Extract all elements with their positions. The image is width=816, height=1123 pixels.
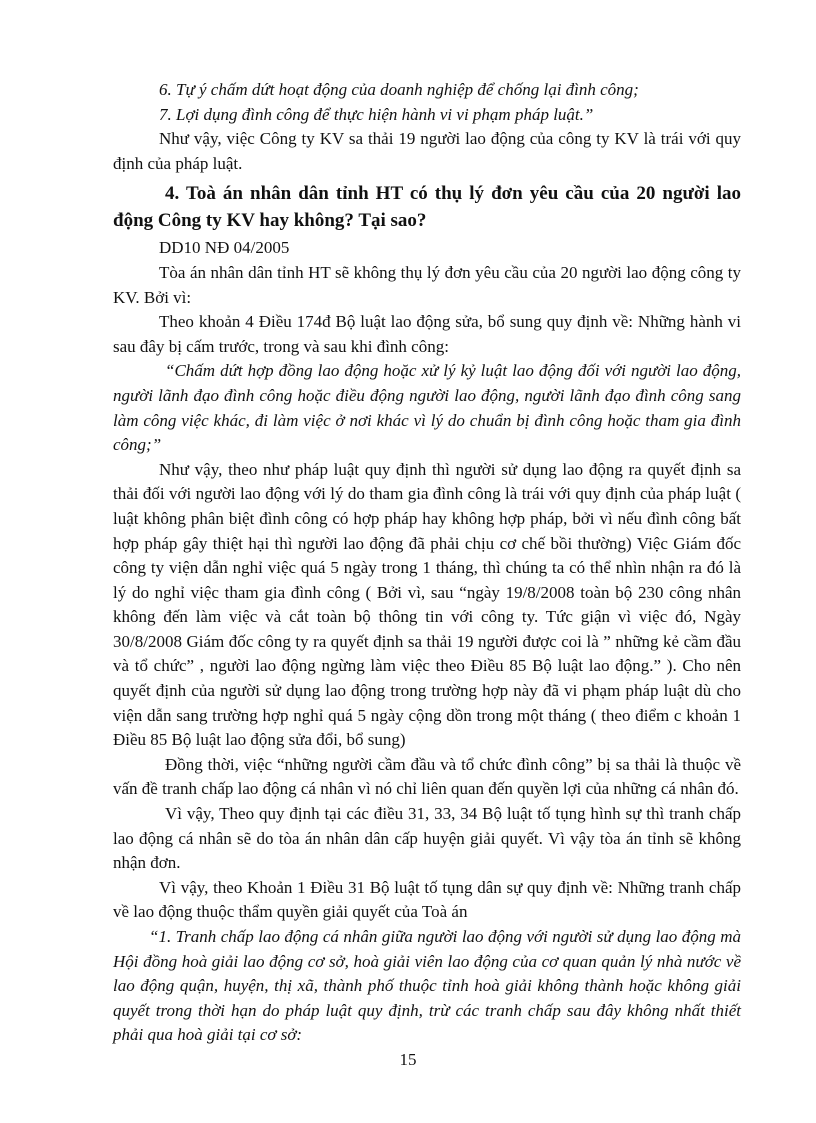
paragraph: DD10 NĐ 04/2005: [159, 238, 290, 258]
section-heading: 4. Toà án nhân dân tỉnh HT có thụ lý đơn yêu cầu của 20 người lao động Công ty KV hay không? Tại sao?: [113, 183, 741, 232]
paragraph: Vì vậy, Theo quy định tại các điều 31, 33, 34 Bộ luật tố tụng hình sự thì tranh chấp lao động cá nhân sẽ do tòa án nhân dân cấp huyện giải quyết. Vì vậy tòa án tỉnh sẽ không nhận đơn.: [113, 804, 741, 873]
paragraph: 6. Tự ý chấm dứt hoạt động của doanh nghiệp để chống lại đình công;: [159, 80, 639, 99]
paragraph: Như vậy, theo như pháp luật quy định thì người sử dụng lao động ra quyết định sa thải đối với người lao động với lý do tham gia đình công là trái với quy định của pháp luật ( luật không phân biệt đình công có hợp pháp hay không hợp pháp, bởi vì nếu đình công bất hợp pháp gây thiệt hại thì người lao động đã phải chịu cơ chế bồi thường) Việc Giám đốc công ty viện dẫn nghỉ việc quá 5 ngày trong 1 tháng, thì chúng ta có thể nhìn nhận ra đó là lý do nghỉ việc tham gia đình công ( Bởi vì, sau “ngày 19/8/2008 toàn bộ 230 công nhân không đến làm việc và cắt toàn bộ thông tin với công ty. Tức giận vì việc đó, Ngày 30/8/2008 Giám đốc công ty ra quyết định sa thải 19 người được coi là ” những kẻ cầm đầu và tổ chức” , người lao động ngừng làm việc theo Điều 85 Bộ luật lao động.” ). Cho nên quyết định của người sử dụng lao động trong trường hợp này đã vi phạm pháp luật dù cho viện dẫn sang trường hợp nghỉ quá 5 ngày cộng dồn trong một tháng ( theo điểm c khoản 1 Điều 85 Bộ luật lao động sửa đổi, bổ sung): [113, 459, 741, 750]
page-number: 15: [399, 1050, 417, 1069]
paragraph: Tòa án nhân dân tỉnh HT sẽ không thụ lý đơn yêu cầu của 20 người lao động công ty KV. Bởi vì:: [113, 262, 741, 307]
paragraph: Đồng thời, việc “những người cầm đầu và tổ chức đình công” bị sa thải là thuộc về vấn đề tranh chấp lao động cá nhân vì nó chỉ liên quan đến quyền lợi của những cá nhân đó.: [113, 754, 741, 799]
quoted-paragraph: “Chấm dứt hợp đồng lao động hoặc xử lý kỷ luật lao động đối với người lao động, người lãnh đạo đình công hoặc điều động người lao động, người lãnh đạo đình công sang làm công việc khác, đi làm việc ở nơi khác vì lý do chuẩn bị đình công hoặc tham gia đình công;”: [113, 361, 741, 455]
quoted-paragraph: “1. Tranh chấp lao động cá nhân giữa người lao động với người sử dụng lao động mà Hội đồng hoà giải lao động cơ sở, hoà giải viên lao động của cơ quan quản lý nhà nước về lao động quận, huyện, thị xã, thành phố thuộc tỉnh hoà giải không thành hoặc không giải quyết trong thời hạn do pháp luật quy định, trừ các tranh chấp sau đây không nhất thiết phải qua hoà giải tại cơ sở:: [113, 927, 741, 1045]
paragraph: Như vậy, việc Công ty KV sa thải 19 người lao động của công ty KV là trái với quy định của pháp luật.: [113, 129, 741, 173]
paragraph: 7. Lợi dụng đình công để thực hiện hành vi vi phạm pháp luật.”: [159, 104, 594, 124]
document-body: [113, 78, 741, 1048]
paragraph: Vì vậy, theo Khoản 1 Điều 31 Bộ luật tố tụng dân sự quy định về: Những tranh chấp về lao động thuộc thẩm quyền giải quyết của Toà án: [113, 877, 741, 922]
paragraph: Theo khoản 4 Điều 174đ Bộ luật lao động sửa, bổ sung quy định về: Những hành vi sau đây bị cấm trước, trong và sau khi đình công:: [113, 312, 741, 356]
